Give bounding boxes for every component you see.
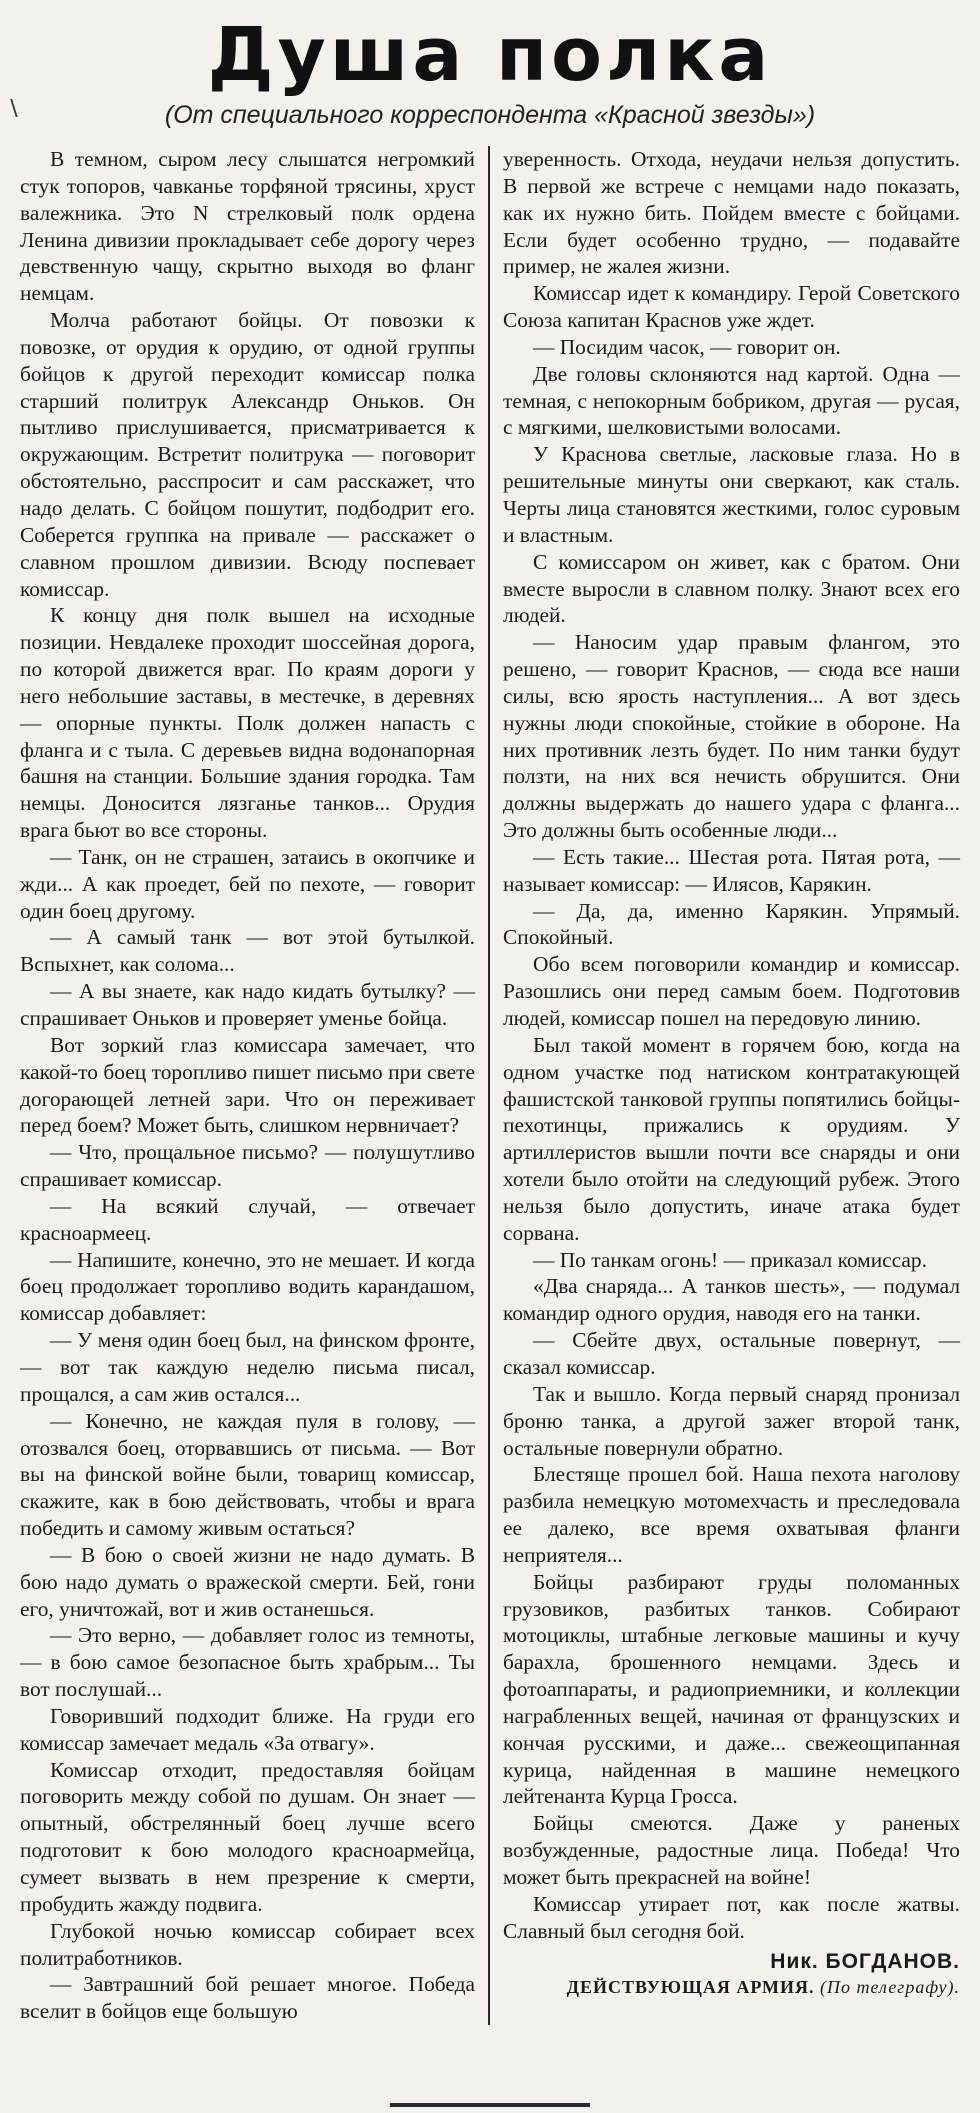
paragraph: — Конечно, не каждая пуля в голову, — отозвался боец, оторвавшись от письма. — Вот вы на финской войне были, товарищ комиссар, скажите, как в бою действовать, чтобы и врага победить и самому живым остаться? [20,1408,475,1541]
bottom-rule [390,2103,590,2107]
paragraph: Комиссар отходит, предоставляя бойцам поговорить между собой по душам. Он знает — опытный, обстрелянный боец лучше всего подготовит к бою молодого красноармейца, сумеет вызвать в нем презрение к смерти, пробудить жажду подвига. [20,1757,475,1916]
paragraph: Молча работают бойцы. От повозки к повозке, от орудия к орудию, от одной группы бойцов к другой переходит комиссар полка старший политрук Александр Оньков. Он пытливо прислушивается, присматривается к окружающим. Встретит политрука — поговорит обстоятельно, расспросит и сам расскажет, что надо делать. С бойцом пошутит, подбодрит его. Соберется группка на привале — расскажет о славном прошлом дивизии. Всюду поспевает комиссар. [20,308,475,601]
paragraph: — Посидим часок, — говорит он. [533,334,841,359]
paragraph: Был такой момент в горячем бою, когда на одном участке под натиском контратакующей фашистской танковой группы попятились бойцы-пехотинцы, прижались к орудиям. У артиллеристов вышли почти все снаряды и они хотели было отойти на следующий рубеж. Этого нельзя было допустить, иначе атака будет сорвана. [503,1032,960,1245]
paragraph: Глубокой ночью комиссар собирает всех политработников. [20,1918,475,1970]
paragraph: — Танк, он не страшен, затаись в окопчике и жди... А как проедет, бей по пехоте, — говорит один боец другому. [20,844,475,923]
paragraph: — На всякий случай, — отвечает красноармеец. [20,1193,475,1245]
paragraph: — Что, прощальное письмо? — полушутливо спрашивает комиссар. [20,1140,475,1192]
paragraph: С комиссаром он живет, как с братом. Они вместе выросли в славном полку. Знают всех его людей. [503,549,960,628]
paragraph: Бойцы смеются. Даже у раненых возбужденные, радостные лица. Победа! Что может быть прекрасней на войне! [503,1811,960,1889]
right-column [490,146,960,2025]
paragraph: Вот зоркий глаз комиссара замечает, что какой-то боец торопливо пишет письмо при свете догорающей летней зари. Что он переживает перед боем? Может быть, слишком нервничает? [20,1032,475,1138]
article-subtitle: (От специального корреспондента «Красной звезды») [164,101,816,129]
paragraph: — Есть такие... Шестая рота. Пятая рота, — называет комиссар: — Илясов, Карякин. [503,844,960,896]
dateline [503,1975,960,1999]
right-column-text [503,146,960,1945]
paragraph: — Завтрашний бой решает многое. Победа вселит в бойцов еще большую [20,1972,475,2024]
dateline-location: ДЕЙСТВУЮЩАЯ АРМИЯ. [566,1977,815,1998]
paragraph: — А вы знаете, как надо кидать бутылку? — спрашивает Оньков и проверяет уменье бойца. [20,979,475,1030]
paragraph: — У меня один боец был, на финском фронте, — вот так каждую неделю письма писал, прощался, а сам жив остался... [20,1328,475,1406]
paragraph: — По танкам огонь! — приказал комиссар. [533,1247,927,1272]
author-signature: Ник. БОГДАНОВ. [770,1949,960,1973]
paragraph: — В бою о своей жизни не надо думать. В бою надо думать о вражеской смерти. Бей, гони его, уничтожай, вот и жив останешься. [20,1542,475,1621]
paragraph: Так и вышло. Когда первый снаряд пронизал броню танка, а другой зажег второй танк, остальные повернули обратно. [503,1381,960,1460]
paragraph: — А самый танк — вот этой бутылкой. Вспыхнет, как солома... [20,925,475,977]
paragraph: К концу дня полк вышел на исходные позиции. Невдалеке проходит шоссейная дорога, по которой движется враг. По краям дороги у него небольшие заставы, в местечке, в деревнях — опорные пункты. Полк должен напасть с фланга и с тыла. С деревьев видна водонапорная башня на станции. Большие здания городка. Там немцы. Доносится лязганье танков... Орудия врага бьют во все стороны. [20,603,475,843]
paragraph: уверенность. Отхода, неудачи нельзя допустить. В первой же встрече с немцами надо показать, как их нужно бить. Пойдем вместе с бойцами. Если будет особенно трудно, — подавайте пример, не жалея жизни. [503,147,960,279]
paragraph: «Два снаряда... А танков шесть», — подумал командир одного орудия, наводя его на танки. [503,1274,960,1326]
paragraph: — Наносим удар правым флангом, это решено, — говорит Краснов, — сюда все наши силы, всю ярость наступления... А вот здесь нужны люди спокойные, стойкие в обороне. На них противник лезть будет. По ним танки будут ползти, на них вся нечисть обрушится. Они должны выдержать до нашего удара с фланга... Это должны быть особенные люди... [503,630,960,843]
paragraph: — Напишите, конечно, это не мешает. И когда боец продолжает торопливо водить карандашом, комиссар добавляет: [20,1247,475,1326]
paragraph: Обо всем поговорили командир и комиссар. Разошлись они перед самым боем. Подготовив людей, комиссар пошел на передовую линию. [503,952,960,1030]
paragraph: Две головы склоняются над картой. Одна — темная, с непокорным бобриком, другая — русая, с мягкими, шелковистыми волосами. [503,361,960,440]
article-title: Душа полка [207,12,773,98]
paragraph: В темном, сыром лесу слышатся негромкий стук топоров, чавканье торфяной трясины, хруст валежника. Это N стрелковый полк ордена Ленина дивизии прокладывает себе дорогу через девственную чащу, скрытно выходя во фланг немцам. [20,147,475,306]
paragraph: — Сбейте двух, остальные повернут, — сказал комиссар. [503,1328,960,1379]
article-columns [20,146,960,2025]
paragraph: Комиссар идет к командиру. Герой Советского Союза капитан Краснов уже ждет. [503,281,960,333]
margin-mark: ∖ [6,96,21,121]
paragraph: — Это верно, — добавляет голос из темноты, — в бою самое безопасное быть храбрым... Ты вот послушай... [20,1623,475,1702]
paragraph: Бойцы разбирают груды поломанных грузовиков, разбитых танков. Собирают мотоциклы, штабные легковые машины и кучу барахла, брошенного немцами. Здесь и фотоаппараты, и радиоприемники, и коллекции награбленных вещей, начиная от французских и кончая русскими, и даже... свежеощипанная курица, найденная в машине немецкого лейтенанта Курца Гросса. [503,1569,960,1809]
left-column [20,146,490,2025]
paragraph: Блестяще прошел бой. Наша пехота наголову разбила немецкую мотомехчасть и преследовала ее далеко, все время охватывая фланги неприятеля... [503,1462,960,1567]
dateline-note: (По телеграфу). [819,1977,960,1998]
paragraph: Говоривший подходит ближе. На груди его комиссар замечает медаль «За отвагу». [20,1703,475,1755]
paragraph: У Краснова светлые, ласковые глаза. Но в решительные минуты они сверкают, как сталь. Черты лица становятся жесткими, голос суровым и властным. [503,442,960,547]
paragraph: Комиссар утирает пот, как после жатвы. Славный был сегодня бой. [503,1891,960,1943]
paragraph: — Да, да, именно Карякин. Упрямый. Спокойный. [503,898,960,950]
